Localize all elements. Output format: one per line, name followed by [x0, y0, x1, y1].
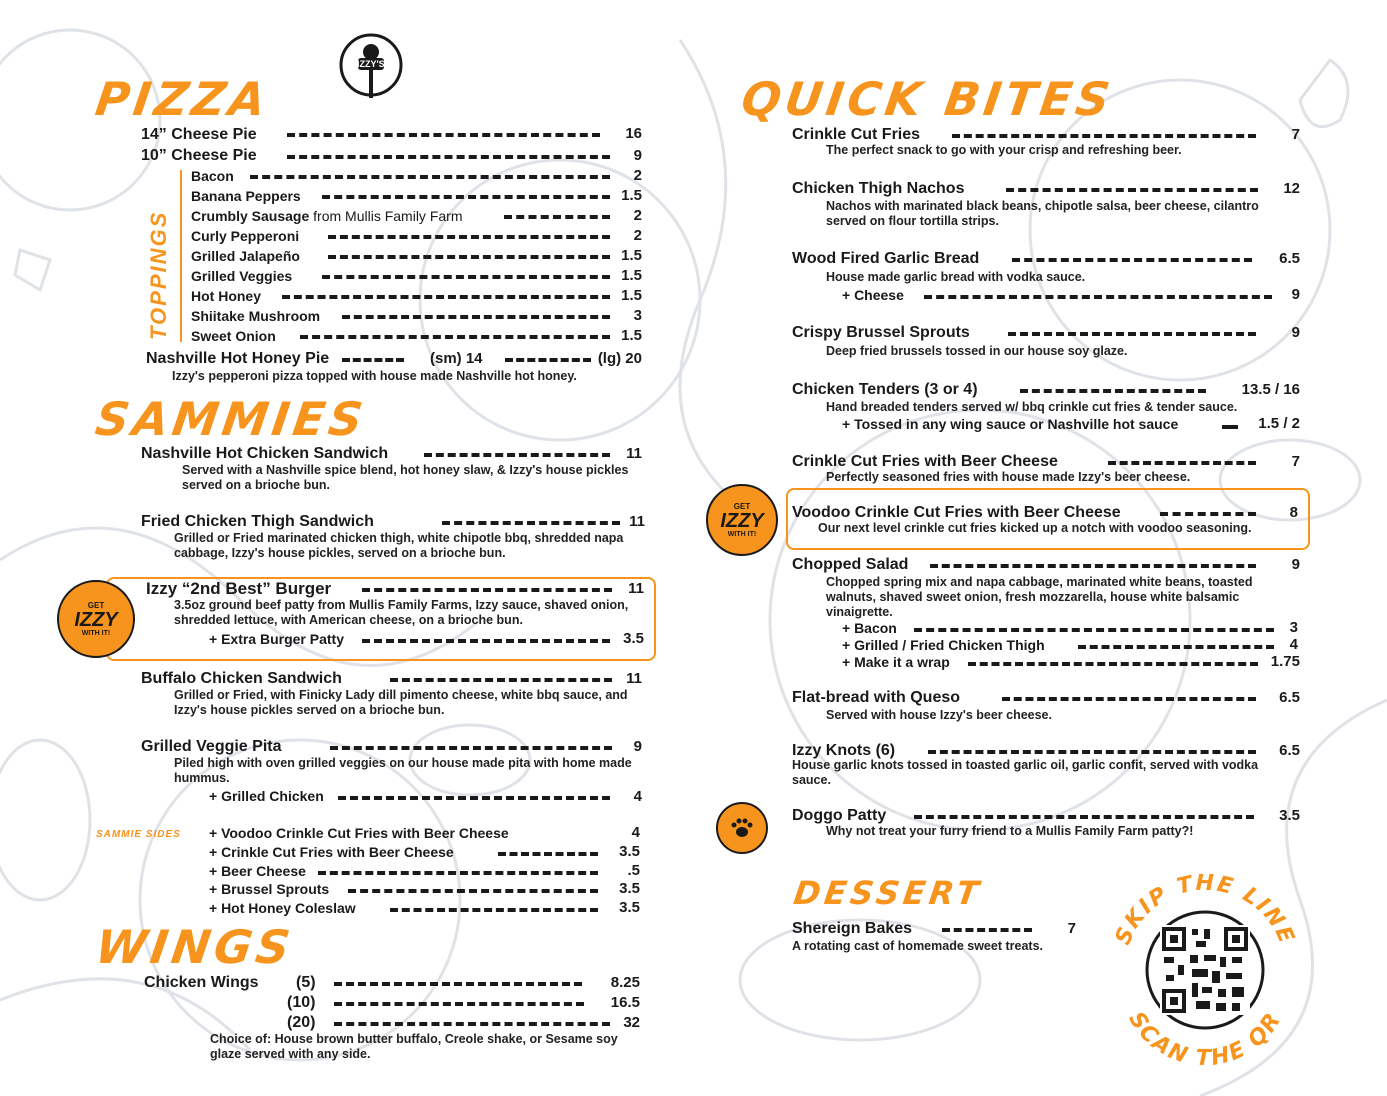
addon-name: + Grilled / Fried Chicken Thigh	[842, 637, 1045, 653]
addon-price: 3.5	[623, 630, 644, 647]
menu-item-name: Nashville Hot Chicken Sandwich	[141, 445, 389, 462]
dotted-leader	[322, 195, 610, 199]
badge-line3: WITH IT!	[81, 629, 111, 637]
side-price: 3.5	[619, 843, 640, 860]
wing-price: 32	[623, 1014, 640, 1031]
sammies-heading: SAMMIES	[92, 392, 370, 446]
dotted-leader	[1012, 258, 1252, 262]
menu-item-description: Why not treat your furry friend to a Mullis Family Farm patty?!	[826, 824, 1194, 838]
topping-name: Curly Pepperoni	[191, 228, 300, 244]
dotted-leader	[942, 928, 1032, 932]
dotted-leader	[342, 315, 610, 319]
wing-size: (10)	[287, 994, 316, 1011]
topping-price: 1.5	[621, 247, 642, 264]
wings-heading: WINGS	[92, 920, 298, 974]
qr-code-icon	[1160, 925, 1250, 1015]
addon-price: 1.5 / 2	[1258, 415, 1300, 432]
topping-name: Bacon	[191, 168, 234, 184]
menu-item-price: 8	[1289, 504, 1298, 521]
topping-name: Grilled Jalapeño	[191, 248, 300, 264]
topping-name: Hot Honey	[191, 288, 261, 304]
addon-name: + Bacon	[842, 620, 897, 636]
left-column	[0, 0, 680, 1096]
dotted-leader	[330, 746, 612, 750]
dotted-leader	[1108, 461, 1256, 465]
dotted-leader	[390, 678, 612, 682]
dotted-leader	[504, 215, 610, 219]
menu-item-description: Nachos with marinated black beans, chipotle salsa, beer cheese, cilantro served on flour tortilla strips.	[826, 199, 1259, 228]
menu-item-description: Piled high with oven grilled veggies on our house made pita with home made hummus.	[174, 756, 632, 785]
menu-item-price: 11	[626, 445, 642, 462]
menu-item-name: Chicken Thigh Nachos	[792, 180, 965, 197]
dotted-leader	[318, 871, 598, 875]
topping-price: 3	[633, 307, 642, 324]
menu-item-price: 11	[629, 513, 645, 530]
topping-source: from Mullis Family Farm	[313, 208, 463, 224]
topping-price: 1.5	[621, 327, 642, 344]
badge-line2: IZZY	[74, 608, 118, 631]
menu-item-price: 9	[633, 738, 642, 755]
menu-item-description: Served with a Nashville spice blend, hot honey slaw, & Izzy's house pickles served on a brioche bun.	[182, 463, 629, 492]
dotted-leader	[1078, 645, 1274, 649]
dotted-leader	[362, 588, 612, 592]
badge-line2: IZZY	[720, 509, 764, 532]
menu-item-description: Served with house Izzy's beer cheese.	[826, 708, 1052, 722]
dotted-leader	[914, 628, 1274, 632]
side-price: 3.5	[619, 899, 640, 916]
menu-item-name: Crispy Brussel Sprouts	[792, 324, 970, 341]
menu-item-name: Flat-bread with Queso	[792, 689, 961, 706]
dessert-heading: DESSERT	[791, 874, 985, 912]
menu-item-description: Grilled or Fried, with Finicky Lady dill pimento cheese, white bbq sauce, and Izzy's house pickles served on a brioche bun.	[174, 688, 628, 717]
qr-section[interactable]	[1110, 870, 1300, 1070]
menu-item-description: Perfectly seasoned fries with house made Izzy's beer cheese.	[826, 470, 1191, 484]
badge-line1: GET	[733, 501, 751, 511]
topping-price: 1.5	[621, 187, 642, 204]
toppings-label: TOPPINGS	[146, 210, 171, 340]
addon-name: + Tossed in any wing sauce or Nashville hot sauce	[842, 416, 1179, 432]
menu-item-description: The perfect snack to go with your crisp and refreshing beer.	[826, 143, 1182, 157]
dotted-leader	[1002, 697, 1256, 701]
menu-item-description: Izzy's pepperoni pizza topped with house made Nashville hot honey.	[172, 369, 577, 383]
menu-item-description: House made garlic bread with vodka sauce.	[826, 270, 1086, 284]
dotted-leader	[282, 295, 610, 299]
topping-price: 1.5	[621, 287, 642, 304]
topping-price: 1.5	[621, 267, 642, 284]
dotted-leader	[328, 235, 610, 239]
topping-name: Grilled Veggies	[191, 268, 293, 284]
qr-top-text: SKIP THE LINE	[1110, 870, 1300, 949]
menu-item-name: Chicken Tenders (3 or 4)	[792, 381, 978, 398]
menu-item-price: 6.5	[1279, 689, 1300, 706]
menu-item-price: 11	[628, 580, 644, 597]
addon-name: + Grilled Chicken	[209, 788, 324, 804]
topping-name: Sweet Onion	[191, 328, 276, 344]
dotted-leader	[334, 1002, 584, 1006]
menu-item-description: Grilled or Fried marinated chicken thigh, white chipotle bbq, shredded napa cabbage, Izzy's house pickles, served on a brioche bun.	[174, 531, 624, 560]
menu-item-price: 3.5	[1279, 807, 1300, 824]
dotted-leader	[300, 335, 610, 339]
side-name: + Crinkle Cut Fries with Beer Cheese	[209, 844, 454, 860]
dotted-leader	[338, 796, 610, 800]
toppings-bracket	[180, 170, 182, 342]
dotted-leader	[1160, 512, 1256, 516]
quick-bites-heading: QUICK BITES	[738, 72, 1117, 126]
addon-name: + Make it a wrap	[842, 654, 950, 670]
get-izzy-badge	[706, 484, 778, 556]
menu-item-name: 14” Cheese Pie	[141, 126, 257, 143]
right-column	[690, 0, 1387, 1096]
menu-item-name: Shereign Bakes	[792, 920, 913, 937]
wing-price: 16.5	[610, 994, 640, 1011]
menu-item-price: 9	[633, 147, 642, 164]
topping-price: 2	[633, 167, 642, 184]
menu-item-price: 12	[1283, 180, 1300, 197]
dotted-leader	[1008, 332, 1256, 336]
topping-name: Shiitake Mushroom	[191, 308, 321, 324]
menu-item-price: 6.5	[1279, 742, 1300, 759]
menu-item-description: Choice of: House brown butter buffalo, Creole shake, or Sesame soy glaze served with any side.	[210, 1032, 618, 1061]
get-izzy-badge	[57, 580, 135, 658]
addon-price: 9	[1291, 286, 1300, 303]
dotted-leader	[322, 275, 610, 279]
side-price: 3.5	[619, 880, 640, 897]
addon-price: 1.75	[1270, 653, 1300, 670]
badge-line3: WITH IT!	[727, 530, 757, 538]
menu-item-price: 13.5 / 16	[1241, 381, 1300, 398]
pizza-heading: PIZZA	[92, 72, 273, 126]
topping-price: 2	[633, 207, 642, 224]
menu-item-name: Crinkle Cut Fries	[792, 126, 921, 143]
dotted-leader	[424, 453, 610, 457]
qr-bottom-text: SCAN THE QR	[1123, 1007, 1287, 1070]
dotted-leader	[914, 815, 1254, 819]
menu-item-name: Chicken Wings	[144, 974, 259, 991]
dotted-leader	[928, 750, 1256, 754]
menu-item-description: Deep fried brussels tossed in our house soy glaze.	[826, 344, 1128, 358]
menu-item-price: 7	[1291, 126, 1300, 143]
menu-item-name: Nashville Hot Honey Pie	[146, 350, 330, 367]
menu-item-name: Crinkle Cut Fries with Beer Cheese	[792, 453, 1058, 470]
side-name: + Brussel Sprouts	[209, 881, 330, 897]
menu-item-description: Hand breaded tenders served w/ bbq crinkle cut fries & tender sauce.	[826, 400, 1238, 414]
dotted-leader	[334, 1022, 610, 1026]
dotted-leader	[930, 564, 1256, 568]
menu-item-price: 16	[625, 125, 642, 142]
side-name: + Voodoo Crinkle Cut Fries with Beer Cheese	[209, 825, 509, 841]
addon-name: + Extra Burger Patty	[209, 631, 344, 647]
menu-item-price: 11	[626, 670, 642, 687]
dotted-leader	[287, 133, 600, 137]
dotted-leader	[287, 155, 610, 159]
dotted-leader	[952, 134, 1256, 138]
topping-price: 2	[633, 227, 642, 244]
side-price: .5	[627, 862, 640, 879]
dotted-leader	[390, 908, 598, 912]
dotted-leader	[968, 662, 1258, 666]
menu-item-name: Izzy “2nd Best” Burger	[146, 579, 332, 598]
izzys-logo	[336, 30, 406, 100]
menu-item-description: Chopped spring mix and napa cabbage, marinated white beans, toasted walnuts, shaved sweet onion, fresh mozzarella, house white balsamic vinaigrette.	[826, 575, 1253, 619]
dotted-leader	[328, 255, 610, 259]
dotted-leader	[348, 889, 598, 893]
menu-item-price: 9	[1291, 324, 1300, 341]
menu-item-price: 6.5	[1279, 250, 1300, 267]
dotted-leader	[342, 358, 404, 362]
sammie-sides-label: SAMMIE SIDES	[96, 829, 181, 840]
dotted-leader	[1006, 188, 1258, 192]
side-name: + Beer Cheese	[209, 863, 306, 879]
menu-item-description: House garlic knots tossed in toasted garlic oil, garlic confit, served with vodka sauce.	[792, 758, 1259, 787]
paw-print-icon	[716, 802, 768, 854]
badge-line1: GET	[87, 600, 105, 610]
side-name: + Hot Honey Coleslaw	[209, 900, 356, 916]
dotted-leader	[924, 295, 1272, 299]
menu-item-name: Izzy Knots (6)	[792, 742, 896, 759]
wing-size: (20)	[287, 1014, 316, 1031]
menu-item-description: A rotating cast of homemade sweet treats.	[792, 939, 1043, 953]
topping-name-main: Crumbly Sausage	[191, 208, 310, 224]
menu-item-name: Fried Chicken Thigh Sandwich	[141, 513, 374, 530]
addon-price: 4	[633, 788, 642, 805]
menu-item-name: Grilled Veggie Pita	[141, 738, 282, 755]
topping-name: Banana Peppers	[191, 188, 301, 204]
menu-item-name: Voodoo Crinkle Cut Fries with Beer Cheese	[792, 504, 1121, 521]
addon-name: + Cheese	[842, 287, 904, 303]
addon-price: 3	[1289, 619, 1298, 636]
dotted-leader	[498, 852, 598, 856]
menu-item-price: 9	[1291, 556, 1300, 573]
price-small: (sm) 14	[430, 350, 483, 367]
wing-size: (5)	[296, 974, 316, 991]
dotted-leader	[250, 175, 610, 179]
menu-item-name: Doggo Patty	[792, 807, 887, 824]
addon-price: 4	[1289, 636, 1298, 653]
dotted-leader	[505, 358, 591, 362]
menu-item-name: Buffalo Chicken Sandwich	[141, 670, 342, 687]
dotted-leader	[1020, 389, 1206, 393]
menu-item-description: 3.5oz ground beef patty from Mullis Family Farms, Izzy sauce, shaved onion, shredded lettuce, with American cheese, on a brioche bun.	[174, 598, 629, 627]
menu-item-description: Our next level crinkle cut fries kicked up a notch with voodoo seasoning.	[818, 521, 1252, 535]
dotted-leader	[442, 521, 620, 525]
side-price: 4	[631, 824, 640, 841]
wing-price: 8.25	[610, 974, 640, 991]
price-large: (lg) 20	[597, 350, 642, 367]
topping-name	[191, 208, 463, 224]
menu-item-price: 7	[1067, 920, 1076, 937]
menu-item-price: 7	[1291, 453, 1300, 470]
logo-text: IZZY'S	[357, 59, 385, 69]
menu-item-name: 10” Cheese Pie	[141, 147, 257, 164]
dotted-leader	[334, 982, 582, 986]
menu-item-name: Chopped Salad	[792, 556, 909, 573]
dotted-leader	[362, 639, 610, 643]
menu-item-name: Wood Fired Garlic Bread	[792, 250, 980, 267]
